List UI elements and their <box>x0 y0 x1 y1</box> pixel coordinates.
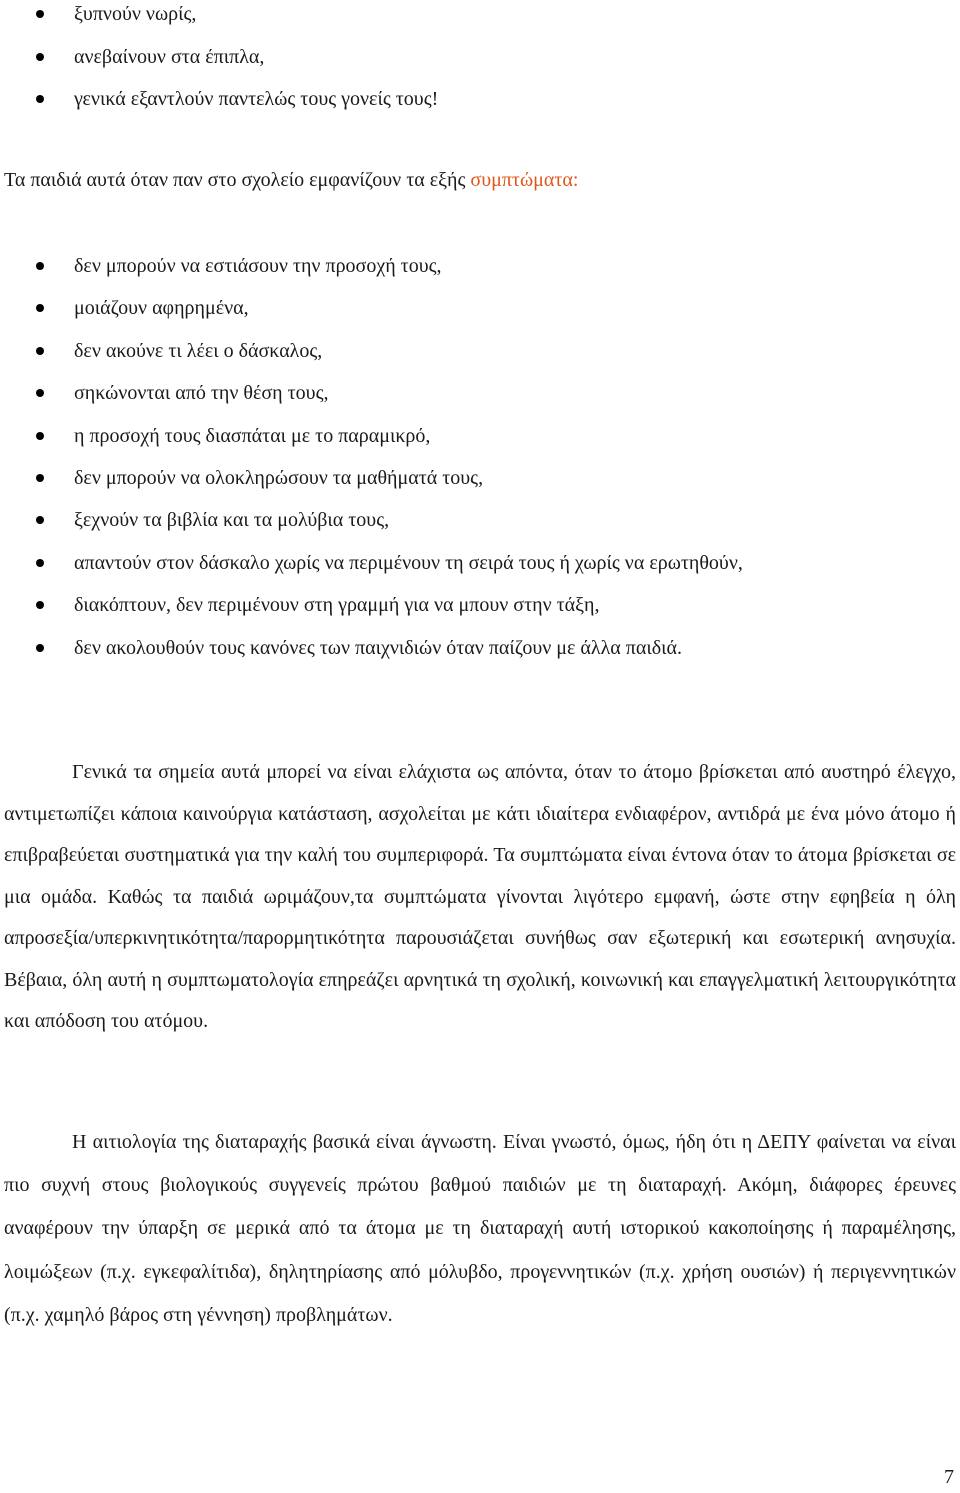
bullet-icon <box>36 53 44 61</box>
list-item-text: δεν μπορούν να εστιάσουν την προσοχή τους, <box>74 255 442 277</box>
list-item <box>0 290 930 332</box>
list-item <box>0 375 930 417</box>
list-item-text: γενικά εξαντλούν παντελώς τους γονείς τους! <box>74 88 439 110</box>
bullet-icon <box>36 389 44 397</box>
paragraph-etiology: Η αιτιολογία της διαταραχής βασικά είναι άγνωστη. Είναι γνωστό, όμως, ήδη ότι η ΔΕΠΥ φαίνεται να είναι πιο συχνή στους βιολογικούς συγγενείς πρώτου βαθμού παιδιών με τη διαταραχή. Ακόμη, διάφορες έρευνες αναφέρουν την ύπαρξη σε μερικά από τα άτομα με τη διαταραχή αυτή ιστορικού κακοποίησης ή παραμέλησης, λοιμώξεων (π.χ. εγκεφαλίτιδα), δηλητηρίασης από μόλυβδο, προγεννητικών (π.χ. χρήση ουσιών) ή περιγεννητικών (π.χ. χαμηλό βάρος στη γέννηση) προβλημάτων. <box>4 1131 956 1326</box>
list-item-text: δεν ακολουθούν τους κανόνες των παιχνιδιών όταν παίζουν με άλλα παιδιά. <box>74 636 682 659</box>
list-item-text: ανεβαίνουν στα έπιπλα, <box>74 45 265 68</box>
list-item-text: μοιάζουν αφηρημένα, <box>74 297 249 320</box>
list-item <box>0 587 930 629</box>
bullet-icon <box>36 516 44 524</box>
list-item-text: δεν ακούνε τι λέει ο δάσκαλος, <box>74 339 323 362</box>
list-item <box>0 248 930 290</box>
list-item <box>0 85 930 128</box>
list-item <box>0 502 930 544</box>
list-item-text: η προσοχή τους διασπάται με το παραμικρό, <box>74 424 431 447</box>
list-item-text: απαντούν στον δάσκαλο χωρίς να περιμένουν τη σειρά τους ή χωρίς να ερωτηθούν, <box>74 551 743 574</box>
bullet-icon <box>36 432 44 440</box>
list-item-text: διακόπτουν, δεν περιμένουν στη γραμμή για να μπουν στην τάξη, <box>74 594 600 617</box>
symptoms-intro <box>4 163 578 197</box>
bullet-icon <box>36 601 44 609</box>
bullet-icon <box>36 559 44 567</box>
list-item <box>0 333 930 375</box>
list-item-text: δεν μπορούν να ολοκληρώσουν τα μαθήματά τους, <box>74 466 484 489</box>
list-item <box>0 545 930 587</box>
list-item <box>0 0 930 43</box>
bullet-icon <box>36 304 44 312</box>
bullet-icon <box>36 474 44 482</box>
list-item-text: ξυπνούν νωρίς, <box>74 3 197 25</box>
list-item-text: ξεχνούν τα βιβλία και τα μολύβια τους, <box>74 509 390 532</box>
paragraph-symptom-variation: Γενικά τα σημεία αυτά μπορεί να είναι ελάχιστα ως απόντα, όταν το άτομο βρίσκεται από αυστηρό έλεγχο, αντιμετωπίζει κάποια καινούργια κατάσταση, ασχολείται με κάτι ιδιαίτερα ενδιαφέρον, αντιδρά με ένα μόνο άτομο ή επιβραβεύεται συστηματικά για την καλή του συμπεριφορά. Τα συμπτώματα είναι έντονα όταν το άτομα βρίσκεται σε μια ομάδα. Καθώς τα παιδιά ωριμάζουν,τα συμπτώματα γίνονται λιγότερο εμφανή, ώστε στην εφηβεία η όλη απροσεξία/υπερκινητικότητα/παρορμητικότητα παρουσιάζεται συνήθως σαν εξωτερική και εσωτερική ανησυχία. Βέβαια, όλη αυτή η συμπτωματολογία επηρεάζει αρνητικά τη σχολική, κοινωνική και επαγγελματική λειτουργικότητα και απόδοση του ατόμου. <box>4 761 956 1032</box>
bullet-icon <box>36 262 44 270</box>
bullet-list-behaviors <box>0 0 930 128</box>
intro-text: Τα παιδιά αυτά όταν παν στο σχολείο εμφανίζουν τα εξής <box>4 169 471 191</box>
list-item <box>0 460 930 502</box>
list-item <box>0 418 930 460</box>
page-number: 7 <box>944 1466 954 1488</box>
bullet-list-symptoms <box>0 248 930 672</box>
intro-accent-word: συμπτώματα: <box>470 169 579 191</box>
list-item-text: σηκώνονται από την θέση τους, <box>74 382 329 405</box>
bullet-icon <box>36 644 44 652</box>
bullet-icon <box>36 10 44 18</box>
list-item <box>0 630 930 672</box>
bullet-icon <box>36 95 44 103</box>
bullet-icon <box>36 347 44 355</box>
list-item <box>0 43 930 86</box>
